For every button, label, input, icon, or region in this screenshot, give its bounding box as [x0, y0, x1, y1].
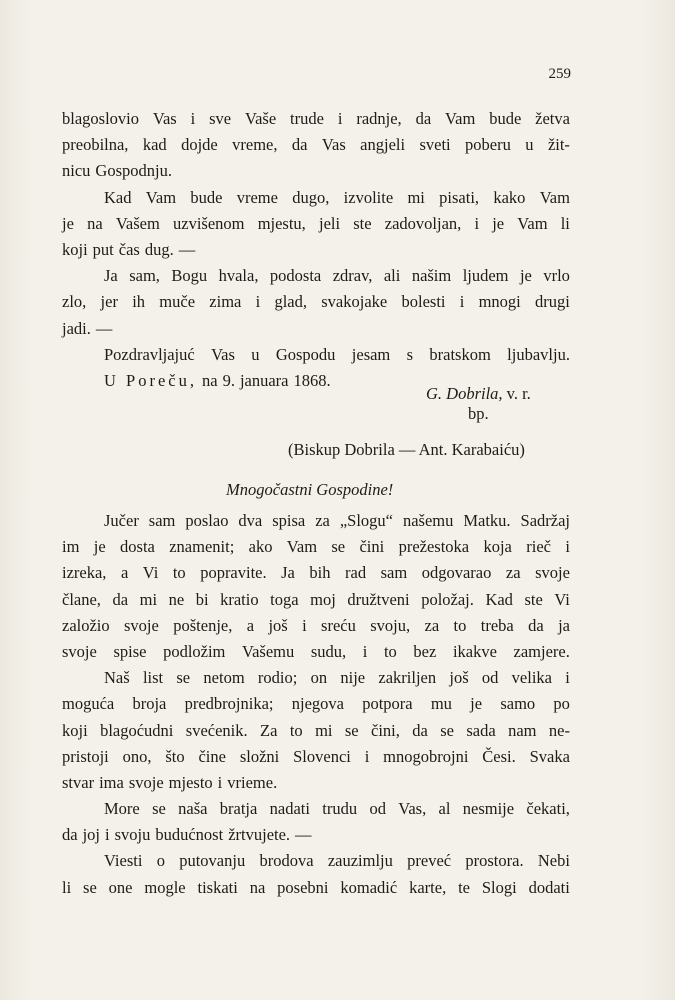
word: Vam: [145, 187, 177, 207]
word: bi: [195, 589, 209, 609]
word: mu: [430, 694, 452, 714]
signature-name: G. Dobrila,: [426, 384, 503, 403]
word: rieč: [526, 537, 551, 557]
word: Vas: [321, 135, 346, 155]
word: stvar: [62, 772, 95, 792]
word: blagoćudni: [100, 720, 174, 740]
word: im: [62, 537, 80, 557]
word: je: [93, 537, 106, 557]
word: samo: [500, 694, 536, 714]
word: nicu: [62, 161, 91, 181]
text-line: [62, 639, 570, 665]
word: svoje: [535, 563, 570, 583]
word: ne-: [548, 720, 570, 740]
word: Vam: [517, 213, 548, 233]
letter-body-part2: [62, 508, 570, 901]
signature-title: bp.: [468, 404, 489, 423]
word: znamenit;: [169, 537, 235, 557]
word: bratja: [219, 799, 258, 819]
word: kratio: [220, 589, 259, 609]
word: ljudem: [462, 266, 509, 286]
word: po: [553, 694, 570, 714]
word: u: [251, 344, 260, 364]
text-line: [62, 316, 570, 342]
word: Vašemu: [242, 641, 295, 661]
word: zlo,: [62, 292, 87, 312]
text-line: [62, 744, 570, 770]
word: sam,: [129, 266, 160, 286]
word: pristoji: [62, 746, 109, 766]
word: komadić: [340, 877, 398, 897]
word: to: [289, 720, 303, 740]
word: sreću: [321, 615, 356, 635]
word: žit-: [547, 135, 570, 155]
word: složni: [239, 746, 280, 766]
word: predbrojnika;: [184, 694, 274, 714]
word: na: [249, 877, 266, 897]
word: popravite.: [200, 563, 267, 583]
word: ja: [558, 615, 570, 635]
word: —: [95, 318, 113, 338]
word: izvolite: [343, 187, 394, 207]
word: one: [108, 877, 133, 897]
word: izreka,: [62, 563, 107, 583]
word: položaj.: [421, 589, 474, 609]
word: ali: [383, 266, 401, 286]
word: dosta: [120, 537, 155, 557]
word: na: [201, 370, 218, 390]
word: Bogu: [171, 266, 208, 286]
word: Jučer: [104, 511, 139, 530]
word: spise: [113, 641, 147, 661]
word: mi: [407, 187, 425, 207]
word: Za: [260, 720, 278, 740]
word: broja: [132, 694, 167, 714]
word: Sadržaj: [520, 511, 570, 530]
word: angjeli: [360, 135, 406, 155]
word: potpora: [362, 694, 413, 714]
closing-note: (Biskup Dobrila — Ant. Karabaiću): [288, 440, 525, 459]
word: u: [525, 135, 534, 155]
word: Vas: [152, 109, 177, 128]
word: jesam: [351, 344, 391, 364]
word: da: [291, 135, 308, 155]
word: i: [217, 772, 223, 792]
word: mi: [139, 589, 158, 609]
word: netom: [203, 668, 245, 688]
word: li: [560, 213, 570, 233]
word: joj: [82, 825, 100, 845]
word: zauzimlju: [327, 851, 393, 871]
word: rad: [345, 563, 367, 583]
word: jadi.: [62, 318, 91, 338]
word: svakojake: [321, 292, 388, 312]
word: Slogi: [481, 877, 517, 897]
word: poštenje,: [173, 615, 233, 635]
word: za: [315, 511, 330, 530]
word: Vaše: [245, 109, 277, 128]
word: ste: [524, 589, 543, 609]
text-line: [62, 185, 570, 211]
word: bez: [413, 641, 437, 661]
word: da: [412, 720, 428, 740]
word: poberu: [465, 135, 511, 155]
word: jer: [100, 292, 118, 312]
word: list: [142, 668, 164, 688]
word: mnogi: [478, 292, 521, 312]
word: ako: [248, 537, 273, 557]
word: nadati: [269, 799, 310, 819]
text-line: [62, 534, 570, 560]
word: to: [453, 615, 467, 635]
salutation: Mnogočastni Gospodine!: [226, 480, 394, 499]
word: družtveni: [347, 589, 410, 609]
word: mogle: [144, 877, 186, 897]
word: žetva: [535, 109, 570, 128]
word: koji: [62, 239, 88, 259]
word: mjesto: [168, 772, 213, 792]
word: velika: [511, 668, 552, 688]
word: svećenik.: [185, 720, 248, 740]
word: prežestoka: [398, 537, 470, 557]
word: zdrav,: [332, 266, 373, 286]
word: toga: [270, 589, 299, 609]
page-number: 259: [548, 66, 571, 82]
word: dug.: [144, 239, 174, 259]
word: podosta: [269, 266, 322, 286]
word: Vam: [539, 187, 570, 207]
word: vrieme.: [227, 772, 278, 792]
word: je: [519, 266, 532, 286]
word: bratskom: [429, 344, 491, 364]
word: da: [528, 615, 544, 635]
word: odgovarao: [421, 563, 492, 583]
word: još: [268, 615, 288, 635]
word: nesmije: [462, 799, 515, 819]
word: muče: [159, 292, 196, 312]
word: prostora.: [465, 851, 524, 871]
word: More: [104, 799, 140, 819]
word: radnje,: [356, 109, 402, 128]
word: mnogobrojni: [383, 746, 469, 766]
word: putovanju: [179, 851, 246, 871]
word: Gospodnju.: [95, 161, 172, 181]
word: Nebi: [537, 851, 570, 871]
word: vreme: [236, 187, 278, 207]
word: Viesti: [104, 851, 143, 871]
word: sudu,: [310, 641, 347, 661]
word: a: [246, 615, 255, 635]
word: bih: [309, 563, 331, 583]
word: se: [176, 668, 191, 688]
word: našemu: [402, 511, 454, 530]
word: glad,: [274, 292, 307, 312]
word: ima: [99, 772, 124, 792]
word: našim: [411, 266, 452, 286]
word: je: [470, 694, 483, 714]
word: mi: [315, 720, 333, 740]
word: je: [62, 213, 74, 233]
word: posebni: [277, 877, 329, 897]
word: drugi: [535, 292, 570, 312]
word: bude: [489, 109, 522, 128]
word: još: [449, 668, 469, 688]
word: čekati,: [526, 799, 570, 819]
text-line: [62, 587, 570, 613]
word: i: [362, 641, 368, 661]
word: je: [492, 213, 505, 233]
text-line: [62, 342, 570, 368]
word: koji: [62, 720, 88, 740]
word: i: [190, 109, 196, 128]
word: mjestu,: [257, 213, 306, 233]
word: dodati: [528, 877, 570, 897]
word: i: [255, 292, 261, 312]
word: od: [369, 799, 386, 819]
word: moguća: [62, 694, 115, 714]
word: ikakve: [452, 641, 497, 661]
text-line: [62, 718, 570, 744]
word: sve: [209, 109, 232, 128]
word: Ja: [281, 563, 295, 583]
word: svoju,: [370, 615, 411, 635]
word: trude: [290, 109, 324, 128]
signature: [426, 384, 531, 404]
word: Matku.: [463, 511, 511, 530]
word: dugo,: [292, 187, 330, 207]
text-line: [62, 613, 570, 639]
text-line: [62, 106, 570, 132]
word: i: [337, 109, 343, 128]
word: Ja: [104, 266, 118, 286]
word: blagoslovio: [62, 109, 139, 128]
text-line: [62, 263, 570, 289]
word: preveć: [407, 851, 452, 871]
text-line: [62, 211, 570, 237]
letter-body-part1: [62, 106, 570, 394]
word: nije: [340, 668, 366, 688]
text-line: [62, 875, 570, 901]
word: to: [383, 641, 397, 661]
word: i: [565, 537, 570, 557]
word: i: [364, 746, 370, 766]
signature-suffix: v. r.: [506, 384, 531, 403]
word: Vašem: [115, 213, 160, 233]
word: poslao: [185, 511, 229, 530]
word: ste: [353, 213, 372, 233]
word: se: [344, 720, 359, 740]
word: sveti: [419, 135, 451, 155]
word: li: [62, 877, 72, 897]
word: kako: [493, 187, 526, 207]
text-line: [62, 796, 570, 822]
word: pisati,: [439, 187, 480, 207]
word: Vas: [211, 344, 235, 364]
word: ne: [168, 589, 185, 609]
word: Naš: [104, 668, 130, 688]
word: za: [424, 615, 440, 635]
word: se: [83, 877, 97, 897]
word: podložim: [163, 641, 226, 661]
word: spisa: [272, 511, 306, 530]
word: put: [92, 239, 114, 259]
word: i: [302, 615, 307, 635]
word: nam: [508, 720, 537, 740]
text-line: [62, 508, 570, 534]
word: čine: [198, 746, 226, 766]
word: svoje: [124, 615, 159, 635]
word: da: [62, 825, 78, 845]
word: Vam: [286, 537, 318, 557]
word: a: [120, 563, 129, 583]
word: čini,: [371, 720, 400, 740]
word: na: [87, 213, 103, 233]
text-line: [62, 237, 570, 263]
word: Vas,: [398, 799, 427, 819]
word: Pozdravljajuć: [104, 344, 195, 364]
word: dojde: [181, 135, 218, 155]
word: vreme,: [232, 135, 278, 155]
word: da: [112, 589, 129, 609]
word: budućnost: [155, 825, 224, 845]
word: založio: [62, 615, 110, 635]
word: vrlo: [543, 266, 570, 286]
word: koja: [483, 537, 512, 557]
word: ono,: [122, 746, 152, 766]
word: brodova: [259, 851, 314, 871]
word: tiskati: [197, 877, 238, 897]
word: 1868.: [293, 370, 331, 390]
word: trudu: [322, 799, 358, 819]
word: U Poreču,: [104, 370, 197, 390]
word: uzvišenom: [173, 213, 245, 233]
word: kad: [142, 135, 167, 155]
word: i: [474, 213, 480, 233]
word: hvala,: [218, 266, 259, 286]
word: naša: [178, 799, 208, 819]
word: preobilna,: [62, 135, 129, 155]
word: —: [295, 825, 312, 845]
text-line: [62, 770, 570, 796]
word: što: [165, 746, 185, 766]
word: treba: [480, 615, 514, 635]
word: njegova: [291, 694, 344, 714]
word: 9.: [222, 370, 235, 390]
word: te: [458, 877, 470, 897]
word: januara: [239, 370, 289, 390]
word: i: [459, 292, 465, 312]
word: se: [440, 720, 454, 740]
word: zadovoljan,: [384, 213, 462, 233]
text-line: [62, 822, 570, 848]
word: moj: [310, 589, 336, 609]
text-line: [62, 665, 570, 691]
word: člane,: [62, 589, 101, 609]
word: bolesti: [401, 292, 446, 312]
word: svoje: [62, 641, 97, 661]
text-line: [62, 289, 570, 315]
word: i: [565, 668, 570, 688]
word: od: [481, 668, 499, 688]
word: karte,: [409, 877, 447, 897]
word: Vi: [142, 563, 159, 583]
word: —: [178, 239, 196, 259]
word: on: [310, 668, 328, 688]
word: sam: [148, 511, 176, 530]
word: ljubavlju.: [507, 344, 570, 364]
word: s: [406, 344, 414, 364]
word: Česi.: [482, 746, 516, 766]
word: se: [331, 537, 346, 557]
word: ih: [132, 292, 146, 312]
word: sada: [466, 720, 496, 740]
text-line: [62, 691, 570, 717]
word: zamjere.: [513, 641, 570, 661]
word: svoje: [128, 772, 164, 792]
word: „Slogu“: [339, 511, 393, 530]
text-line: [62, 848, 570, 874]
word: i: [105, 825, 110, 845]
word: Gospodu: [275, 344, 336, 364]
word: Slovenci: [293, 746, 351, 766]
word: Vi: [554, 589, 570, 609]
word: Kad: [485, 589, 513, 609]
word: al: [438, 799, 451, 819]
text-line: [62, 132, 570, 158]
word: Svaka: [529, 746, 570, 766]
text-line: [62, 158, 570, 184]
word: žrtvujete.: [228, 825, 291, 845]
text-line: [62, 560, 570, 586]
word: jeli: [318, 213, 341, 233]
word: čas: [118, 239, 140, 259]
word: Vam: [445, 109, 476, 128]
word: Kad: [104, 187, 132, 207]
word: bude: [190, 187, 223, 207]
word: to: [172, 563, 186, 583]
word: o: [156, 851, 165, 871]
word: rodio;: [257, 668, 298, 688]
word: za: [505, 563, 521, 583]
word: zima: [209, 292, 242, 312]
word: da: [415, 109, 432, 128]
word: zakriljen: [378, 668, 437, 688]
word: sam: [380, 563, 408, 583]
word: čini: [359, 537, 385, 557]
word: svoju: [114, 825, 151, 845]
word: dva: [238, 511, 263, 530]
word: se: [152, 799, 166, 819]
